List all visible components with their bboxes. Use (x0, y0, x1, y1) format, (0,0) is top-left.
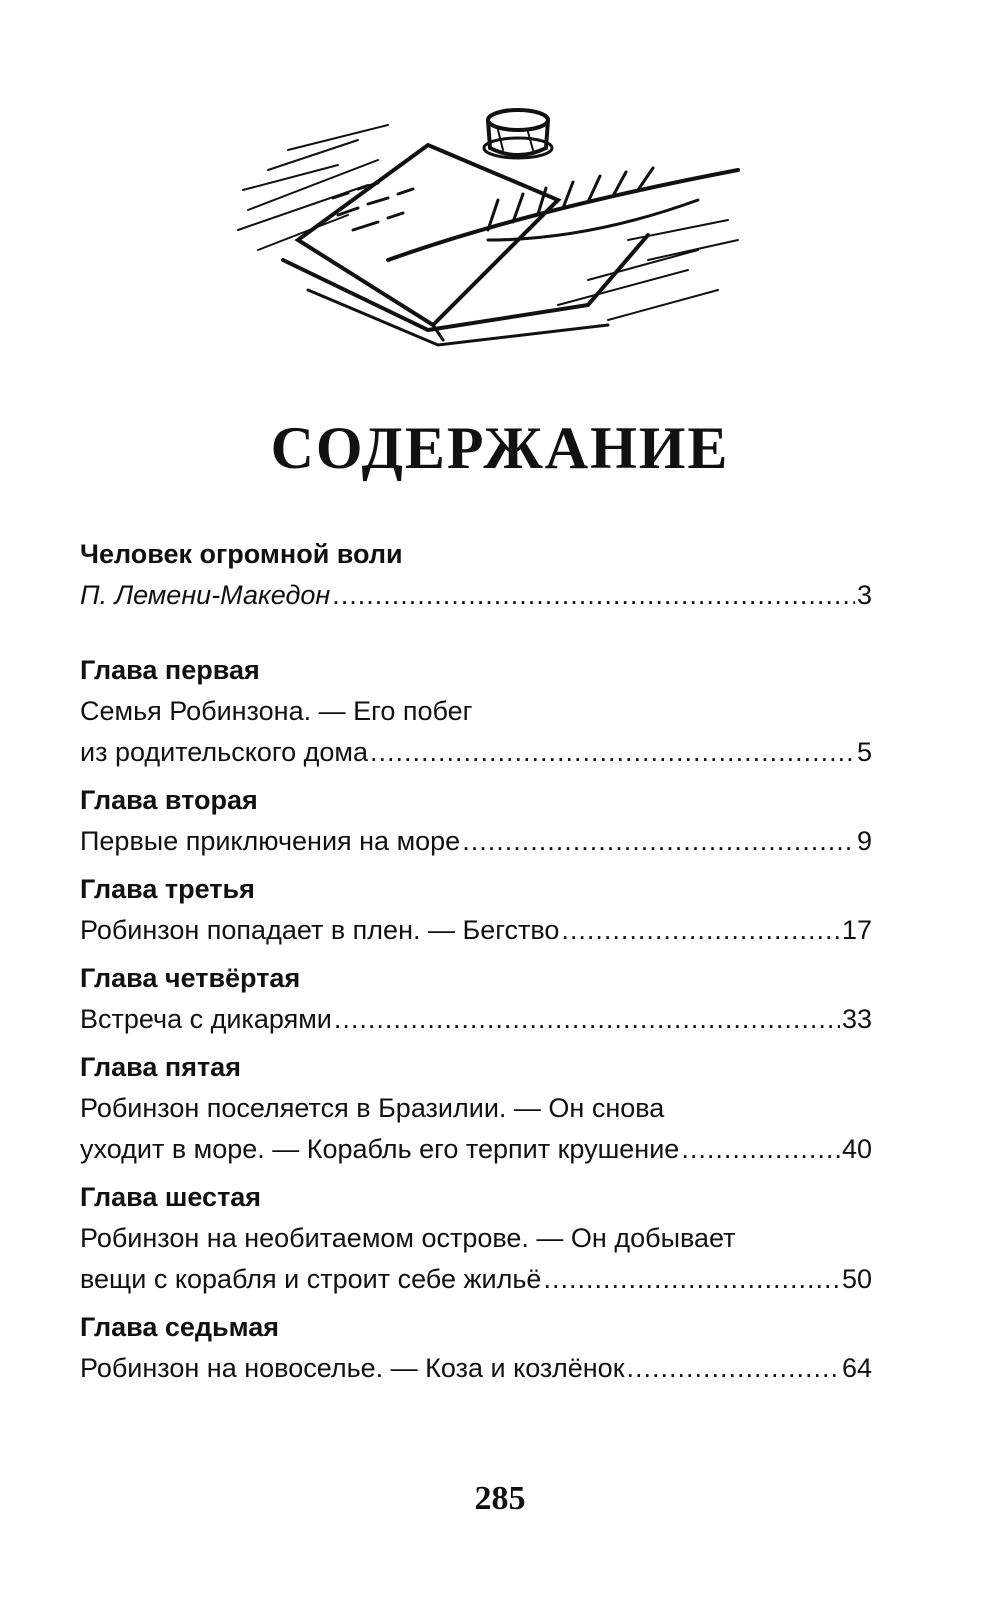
toc-entry-chapter-4[interactable] (80, 958, 872, 1040)
dot-leader (561, 910, 840, 951)
toc-entry-chapter-3[interactable] (80, 869, 872, 951)
toc-entry-chapter-2[interactable] (80, 780, 872, 862)
toc-entry-text: Встреча с дикарями (80, 1004, 332, 1034)
toc-entry-text: Робинзон на необитаемом острове. — Он добывает (80, 1223, 736, 1253)
toc-entry-heading: Глава вторая (80, 785, 258, 815)
toc-entry-heading: Глава третья (80, 874, 255, 904)
toc-entry-line (80, 1129, 872, 1170)
ink-pot-and-papers-illustration (228, 90, 748, 350)
dot-leader (462, 821, 855, 862)
toc-entry-heading: Глава шестая (80, 1182, 262, 1212)
toc-entry-text: вещи с корабля и строит себе жильё (80, 1264, 542, 1294)
toc-entry-text: Робинзон попадает в плен. — Бегство (80, 915, 560, 945)
toc-entry-chapter-5[interactable] (80, 1047, 872, 1170)
toc-entry-page: 33 (841, 1004, 872, 1034)
dot-leader (681, 1129, 840, 1170)
dot-leader (334, 999, 840, 1040)
toc-entry-heading: Глава седьмая (80, 1312, 280, 1342)
toc-entry-line (80, 732, 872, 773)
toc-entry-text: Первые приключения на море (80, 826, 461, 856)
table-of-contents (80, 534, 872, 1396)
page-number: 285 (474, 1480, 526, 1517)
toc-entry-line (80, 910, 872, 951)
toc-entry-chapter-7[interactable] (80, 1307, 872, 1389)
toc-entry-page: 3 (856, 580, 872, 610)
toc-entry-heading: Человек огромной воли (80, 539, 403, 569)
dot-leader (543, 1259, 840, 1300)
toc-entry-intro[interactable] (80, 534, 872, 616)
toc-entry-text: Робинзон поселяется в Бразилии. — Он снова (80, 1093, 665, 1123)
toc-entry-page: 9 (856, 826, 872, 856)
toc-entry-text: уходит в море. — Корабль его терпит крушение (80, 1134, 680, 1164)
toc-entry-page: 64 (841, 1353, 872, 1383)
toc-entry-page: 40 (841, 1134, 872, 1164)
toc-entry-heading: Глава четвёртая (80, 963, 301, 993)
page-title: СОДЕРЖАНИЕ (270, 415, 730, 481)
toc-entry-chapter-6[interactable] (80, 1177, 872, 1300)
toc-entry-text: из родительского дома (80, 737, 368, 767)
toc-entry-text: Семья Робинзона. — Его побег (80, 696, 473, 726)
toc-entry-chapter-1[interactable] (80, 650, 872, 773)
toc-entry-line (80, 1259, 872, 1300)
toc-entry-heading: Глава первая (80, 655, 260, 685)
toc-entry-text: Робинзон на новоселье. — Коза и козлёнок (80, 1353, 625, 1383)
toc-entry-author: П. Лемени-Македон (80, 580, 331, 610)
dot-leader (627, 1348, 840, 1389)
dot-leader (370, 732, 855, 773)
toc-entry-page: 5 (856, 737, 872, 767)
toc-entry-heading: Глава пятая (80, 1052, 241, 1082)
toc-entry-page: 50 (841, 1264, 872, 1294)
toc-entry-line (80, 575, 872, 616)
dot-leader (332, 575, 855, 616)
toc-entry-page: 17 (841, 915, 872, 945)
toc-entry-line (80, 999, 872, 1040)
toc-entry-line (80, 821, 872, 862)
toc-entry-line (80, 1348, 872, 1389)
